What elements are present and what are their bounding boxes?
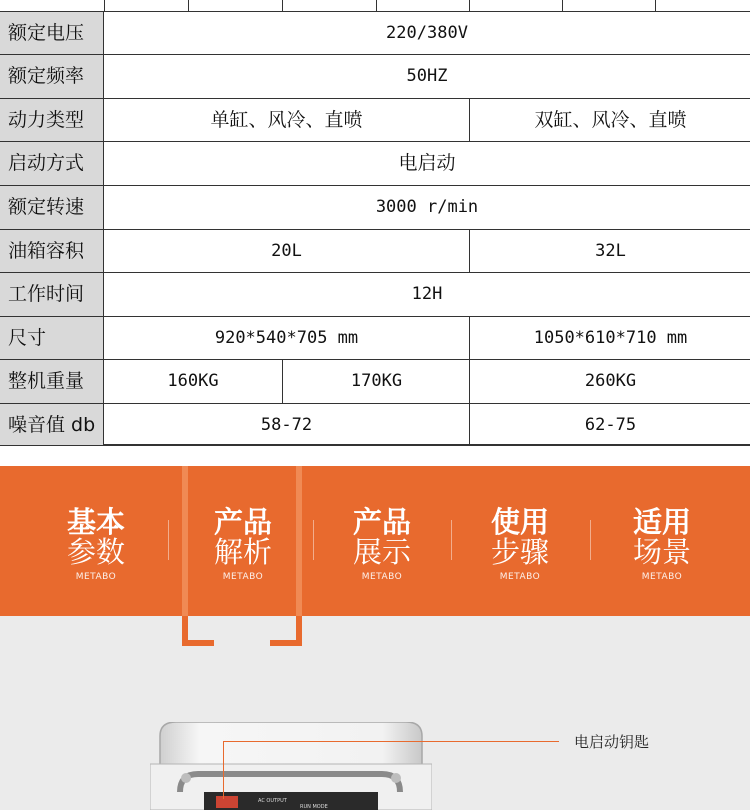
callout-label: 电启动钥匙 <box>574 733 650 751</box>
row-value: 160KG <box>167 371 219 391</box>
section-nav <box>0 466 750 616</box>
row-value: 1050*610*710 mm <box>469 317 750 359</box>
row-value: 170KG <box>282 360 470 403</box>
row-value: 20L <box>271 241 302 261</box>
nav-divider <box>590 520 591 560</box>
nav-item-subtitle: 展示 <box>352 535 411 569</box>
callout-line <box>223 741 559 742</box>
nav-item-en: METABO <box>75 572 117 582</box>
nav-item-basic-params[interactable] <box>21 466 171 616</box>
active-nav-frame-bottom-left <box>182 640 214 646</box>
row-label: 尺寸 <box>0 317 104 359</box>
table-row <box>0 403 750 445</box>
row-value: 12H <box>411 284 443 304</box>
nav-item-en: METABO <box>222 572 264 582</box>
nav-divider <box>451 520 452 560</box>
table-divider <box>562 0 563 11</box>
row-label: 额定转速 <box>0 186 104 229</box>
row-label: 油箱容积 <box>0 230 104 272</box>
row-label: 额定电压 <box>0 12 104 54</box>
table-divider <box>282 0 283 11</box>
nav-item-title: 基本 <box>66 505 125 539</box>
row-value: 3000 r/min <box>375 197 479 217</box>
nav-item-en: METABO <box>499 572 541 582</box>
nav-item-subtitle: 解析 <box>213 535 272 569</box>
table-row <box>0 54 750 98</box>
row-value: 62-75 <box>469 404 750 445</box>
nav-item-title: 使用 <box>490 505 549 539</box>
svg-text:AC OUTPUT: AC OUTPUT <box>258 798 287 804</box>
nav-item-title: 产品 <box>352 505 411 539</box>
row-value: 双缸、风冷、直喷 <box>469 99 750 141</box>
row-label: 整机重量 <box>0 360 104 403</box>
nav-item-subtitle: 参数 <box>66 535 125 569</box>
nav-item-scenarios[interactable] <box>587 466 737 616</box>
row-label: 动力类型 <box>0 99 104 141</box>
nav-item-title: 产品 <box>213 505 272 539</box>
table-row <box>0 229 750 272</box>
row-label: 噪音值 db <box>0 404 104 445</box>
callout-line <box>223 741 224 799</box>
table-row <box>0 272 750 316</box>
table-divider <box>104 0 105 11</box>
row-label: 工作时间 <box>0 273 104 316</box>
table-row <box>0 359 750 403</box>
nav-divider <box>168 520 169 560</box>
svg-text:RUN MODE: RUN MODE <box>300 804 328 810</box>
table-divider <box>655 0 656 11</box>
table-row <box>0 98 750 141</box>
row-value: 58-72 <box>260 415 313 435</box>
table-row <box>0 11 750 54</box>
row-value: 电启动 <box>398 152 456 174</box>
table-row <box>0 185 750 229</box>
row-value: 50HZ <box>406 66 448 86</box>
row-value: 920*540*705 mm <box>214 328 359 348</box>
row-value: 单缸、风冷、直喷 <box>210 109 363 131</box>
generator-image <box>150 722 432 810</box>
nav-item-product-display[interactable] <box>307 466 457 616</box>
active-nav-frame-bottom-right <box>270 640 302 646</box>
nav-item-subtitle: 步骤 <box>490 535 549 569</box>
table-divider <box>188 0 189 11</box>
nav-item-title: 适用 <box>632 505 691 539</box>
row-value: 220/380V <box>386 23 468 43</box>
table-divider <box>469 0 470 11</box>
row-label: 额定频率 <box>0 55 104 98</box>
nav-item-subtitle: 场景 <box>632 535 691 569</box>
nav-item-en: METABO <box>361 572 403 582</box>
nav-divider <box>313 520 314 560</box>
table-row <box>0 316 750 359</box>
row-label: 启动方式 <box>0 142 104 185</box>
row-value: 260KG <box>469 360 750 403</box>
nav-item-usage-steps[interactable] <box>445 466 595 616</box>
row-value: 32L <box>469 230 750 272</box>
table-row <box>0 141 750 185</box>
table-divider <box>376 0 377 11</box>
nav-item-en: METABO <box>641 572 683 582</box>
